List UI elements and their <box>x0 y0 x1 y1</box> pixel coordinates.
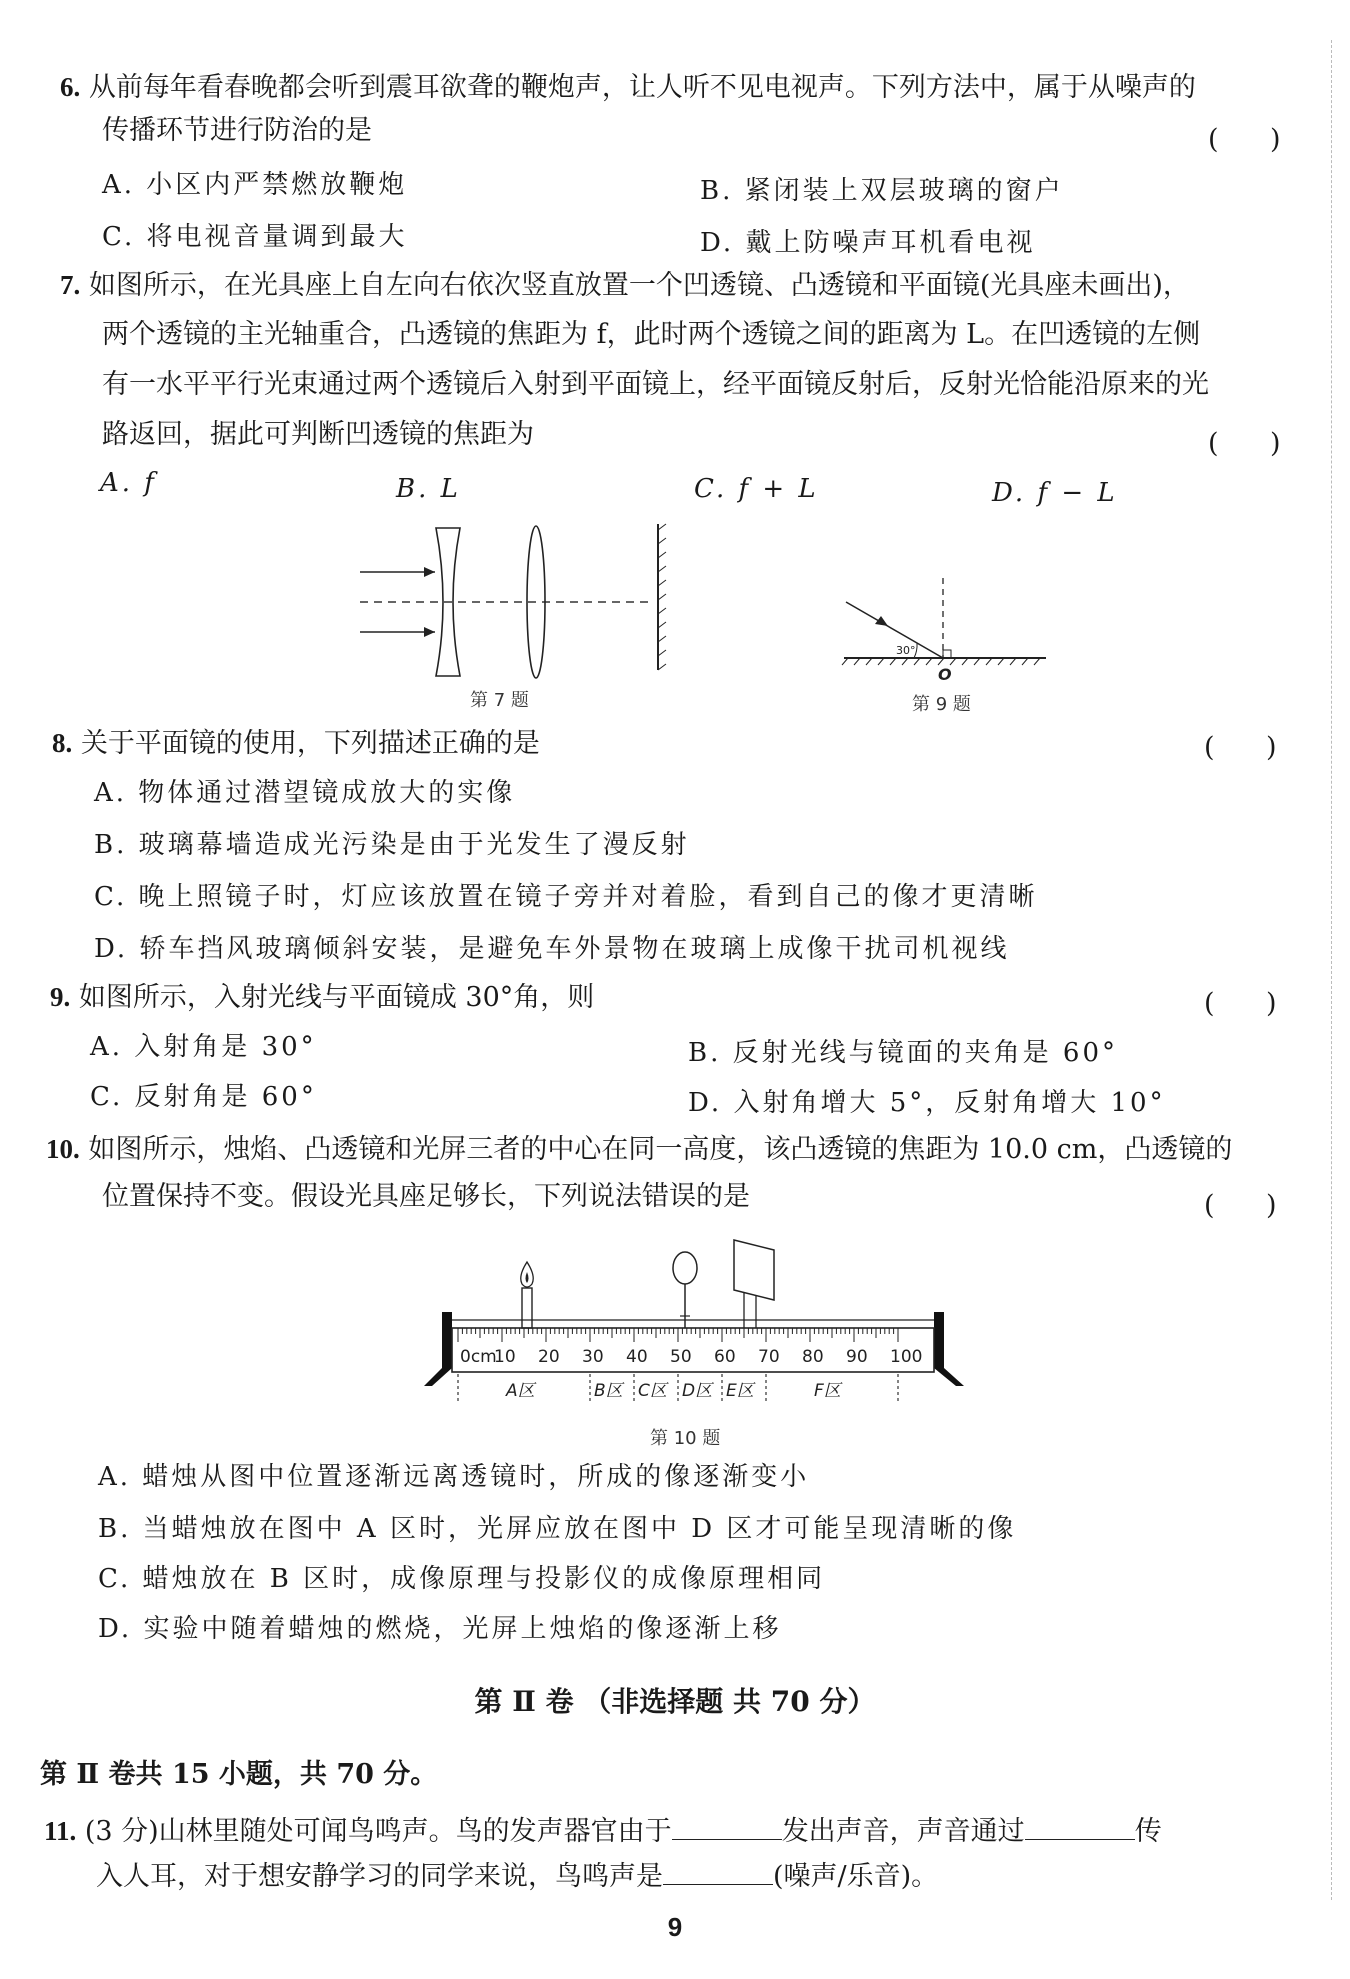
fig9-caption: 第 9 题 <box>912 694 971 715</box>
q8-option-c: C. 晚上照镜子时，灯应该放置在镜子旁并对着脸，看到自己的像才更清晰 <box>94 882 1038 912</box>
q11-number: 11. <box>44 1816 77 1846</box>
q7-option-b: B. L <box>396 474 461 504</box>
fig7-caption: 第 7 题 <box>470 690 529 711</box>
q11-line2 <box>96 1852 938 1902</box>
fig7-plane-mirror <box>658 524 666 670</box>
q11-line1 <box>44 1806 1162 1857</box>
fig9-plane-mirror <box>842 658 1046 665</box>
q7-option-d: D. f − L <box>992 478 1118 508</box>
q6-text-1: 从前每年看春晚都会听到震耳欲聋的鞭炮声，让人听不见电视声。下列方法中，属于从噪声的 <box>88 72 1196 103</box>
q7-text-2: 两个透镜的主光轴重合，凸透镜的焦距为 f，此时两个透镜之间的距离为 L。在凹透镜的左侧 <box>102 319 1201 350</box>
q8-option-a: A. 物体通过潜望镜成放大的实像 <box>94 778 516 808</box>
page-number: 9 <box>667 1912 683 1942</box>
q8-option-b: B. 玻璃幕墙造成光污染是由于光发生了漫反射 <box>94 830 690 860</box>
fig9-point-label: O <box>938 665 952 684</box>
fig10-right-stand <box>934 1312 964 1386</box>
ruler-tick-label: 80 <box>802 1347 824 1367</box>
q9-answer-paren: ( ) <box>1204 988 1277 1019</box>
ruler-tick-label: 30 <box>582 1347 604 1367</box>
q9-line1 <box>50 972 594 1023</box>
ruler-tick-label: 20 <box>538 1347 560 1367</box>
q8-answer-paren: ( ) <box>1204 732 1277 763</box>
fig10-zone-labels <box>505 1381 843 1401</box>
q6-option-c: C. 将电视音量调到最大 <box>102 222 408 252</box>
q8-number: 8. <box>52 728 73 758</box>
q7-text-3: 有一水平平行光束通过两个透镜后入射到平面镜上，经平面镜反射后，反射光恰能沿原来的光 <box>102 369 1209 400</box>
fig10-convex-lens <box>673 1252 697 1328</box>
q8-text-1: 关于平面镜的使用，下列描述正确的是 <box>80 728 540 759</box>
fig9-right-angle-mark <box>943 650 951 658</box>
q10-line1 <box>46 1124 1232 1175</box>
fig10-diagram <box>418 1236 978 1422</box>
fig10-candle <box>521 1262 533 1328</box>
q6-option-d: D. 戴上防噪声耳机看电视 <box>700 228 1036 258</box>
ruler-tick-label: 60 <box>714 1347 736 1367</box>
fig9-incident-ray <box>846 602 943 658</box>
margin-dashed-line <box>1331 40 1332 1900</box>
zone-label: A区 <box>506 1381 535 1401</box>
zone-label: C区 <box>638 1381 667 1401</box>
q11-text-3: 传 <box>1134 1816 1162 1847</box>
q10-option-b: B. 当蜡烛放在图中 A 区时，光屏应放在图中 D 区才可能呈现清晰的像 <box>98 1514 1017 1544</box>
q11-text-4: 入人耳，对于想安静学习的同学来说，鸟鸣声是 <box>96 1861 663 1892</box>
zone-label: B区 <box>594 1381 623 1401</box>
q11-text-2: 发出声音，声音通过 <box>781 1816 1025 1847</box>
q11-text-5: (噪声/乐音)。 <box>773 1861 939 1892</box>
q10-option-c: C. 蜡烛放在 B 区时，成像原理与投影仪的成像原理相同 <box>98 1564 826 1594</box>
zone-label: D区 <box>682 1381 713 1401</box>
ruler-tick-label: 10 <box>494 1347 516 1367</box>
q10-text-1: 如图所示，烛焰、凸透镜和光屏三者的中心在同一高度，该凸透镜的焦距为 10.0 cm，凸透镜的 <box>88 1134 1233 1165</box>
zone-label: F区 <box>814 1381 841 1401</box>
section-info: 第 Ⅱ 卷共 15 小题，共 70 分。 <box>40 1759 438 1790</box>
ruler-tick-label: 0cm <box>460 1347 497 1367</box>
fig10-ruler-ticks <box>458 1328 898 1342</box>
ruler-tick-label: 90 <box>846 1347 868 1367</box>
q9-option-a: A. 入射角是 30° <box>90 1032 317 1062</box>
q9-number: 9. <box>50 982 71 1012</box>
q8-option-d: D. 轿车挡风玻璃倾斜安装，是避免车外景物在玻璃上成像干扰司机视线 <box>94 934 1010 964</box>
q10-answer-paren: ( ) <box>1204 1190 1277 1221</box>
q7-answer-paren: ( ) <box>1208 428 1281 459</box>
q11-text-1: (3 分)山林里随处可闻鸟鸣声。鸟的发声器官由于 <box>84 1816 672 1847</box>
q11-blank-1[interactable] <box>672 1811 782 1840</box>
q6-option-a: A. 小区内严禁燃放鞭炮 <box>102 170 408 200</box>
fig10-left-stand <box>424 1312 452 1386</box>
fig10-ruler-labels <box>460 1347 922 1367</box>
fig9-angle-label: 30° <box>896 644 916 657</box>
fig9-diagram <box>838 570 1058 690</box>
q11-blank-3[interactable] <box>663 1856 773 1885</box>
ruler-tick-label: 70 <box>758 1347 780 1367</box>
q7-number: 7. <box>60 270 81 300</box>
q7-text-4: 路返回，据此可判断凹透镜的焦距为 <box>102 419 534 450</box>
ruler-tick-label: 100 <box>890 1347 923 1367</box>
q7-option-a: A. f <box>100 468 157 498</box>
zone-label: E区 <box>726 1381 754 1401</box>
q6-number: 6. <box>60 72 81 102</box>
q7-option-c: C. f + L <box>694 474 819 504</box>
q7-line1 <box>60 260 1190 311</box>
q11-blank-2[interactable] <box>1025 1811 1135 1840</box>
q10-option-a: A. 蜡烛从图中位置逐渐远离透镜时，所成的像逐渐变小 <box>98 1462 810 1492</box>
q9-option-b: B. 反射光线与镜面的夹角是 60° <box>688 1038 1118 1068</box>
q6-answer-paren: ( ) <box>1208 124 1281 155</box>
q9-option-d: D. 入射角增大 5°，反射角增大 10° <box>688 1088 1166 1118</box>
ruler-tick-label: 50 <box>670 1347 692 1367</box>
q7-text-1: 如图所示，在光具座上自左向右依次竖直放置一个凹透镜、凸透镜和平面镜(光具座未画出)， <box>88 270 1190 301</box>
fig10-caption: 第 10 题 <box>650 1428 721 1449</box>
fig7-diagram <box>340 520 690 680</box>
fig10-light-screen <box>734 1240 774 1328</box>
ruler-tick-label: 40 <box>626 1347 648 1367</box>
q9-text-1: 如图所示，入射光线与平面镜成 30°角，则 <box>78 982 595 1013</box>
q10-text-2: 位置保持不变。假设光具座足够长，下列说法错误的是 <box>102 1181 750 1212</box>
q9-option-c: C. 反射角是 60° <box>90 1082 317 1112</box>
section-title: 第 Ⅱ 卷 （非选择题 共 70 分） <box>474 1685 876 1718</box>
q8-line1 <box>52 718 540 769</box>
q6-text-2: 传播环节进行防治的是 <box>102 115 372 146</box>
q10-number: 10. <box>46 1134 80 1164</box>
q6-option-b: B. 紧闭装上双层玻璃的窗户 <box>700 176 1064 206</box>
q10-option-d: D. 实验中随着蜡烛的燃烧，光屏上烛焰的像逐渐上移 <box>98 1614 782 1644</box>
